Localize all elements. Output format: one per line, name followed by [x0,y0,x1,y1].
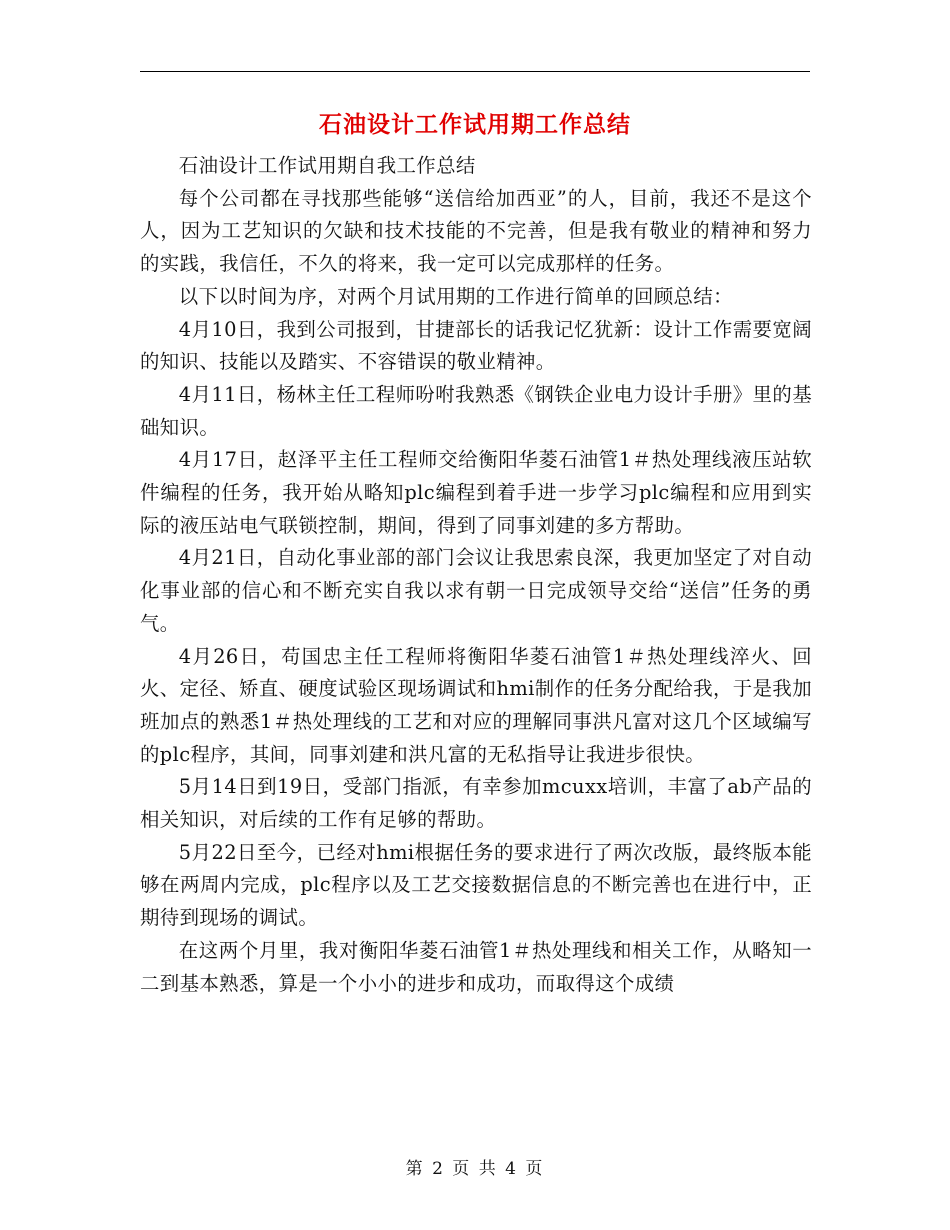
paragraph: 4月21日，自动化事业部的部门会议让我思索良深，我更加坚定了对自动化事业部的信心和不断充实自我以求有朝一日完成领导交给“送信”任务的勇气。 [140,546,812,635]
page-footer: 第 2 页 共 4 页 [405,1159,545,1179]
document-title: 石油设计工作试用期工作总结 [319,111,631,138]
paragraph: 4月10日，我到公司报到，甘捷部长的话我记忆犹新：设计工作需要宽阔的知识、技能以及踏实、不容错误的敬业精神。 [140,317,812,374]
paragraph: 5月22日至今，已经对hmi根据任务的要求进行了两次改版，最终版本能够在两周内完成，plc程序以及工艺交接数据信息的不断完善也在进行中，正期待到现场的调试。 [140,840,812,930]
paragraph: 4月26日，苟国忠主任工程师将衡阳华菱石油管1＃热处理线淬火、回火、定径、矫直、硬度试验区现场调试和hmi制作的任务分配给我，于是我加班加点的熟悉1＃热处理线的工艺和对应的理解同事洪凡富对这几个区域编写的plc程序，其间，同事刘建和洪凡富的无私指导让我进步很快。 [140,644,812,766]
paragraph: 每个公司都在寻找那些能够“送信给加西亚”的人，目前，我还不是这个人，因为工艺知识的欠缺和技术技能的不完善，但是我有敬业的精神和努力的实践，我信任，不久的将来，我一定可以完成那样的任务。 [140,186,812,276]
paragraph: 石油设计工作试用期自我工作总结 [178,154,476,177]
header-rule [140,71,810,72]
paragraph: 4月17日，赵泽平主任工程师交给衡阳华菱石油管1＃热处理线液压站软件编程的任务，我开始从略知plc编程到着手进一步学习plc编程和应用到实际的液压站电气联锁控制，期间，得到了同事刘建的多方帮助。 [140,448,812,537]
paragraph: 4月11日，杨林主任工程师吩咐我熟悉《钢铁企业电力设计手册》里的基础知识。 [140,382,812,439]
document-body [140,150,812,1000]
paragraph: 5月14日到19日，受部门指派，有幸参加mcuxx培训，丰富了ab产品的相关知识，对后续的工作有足够的帮助。 [140,775,812,832]
paragraph: 在这两个月里，我对衡阳华菱石油管1＃热处理线和相关工作，从略知一二到基本熟悉，算是一个小小的进步和成功，而取得这个成绩 [140,938,812,995]
paragraph: 以下以时间为序，对两个月试用期的工作进行简单的回顾总结： [178,284,733,308]
